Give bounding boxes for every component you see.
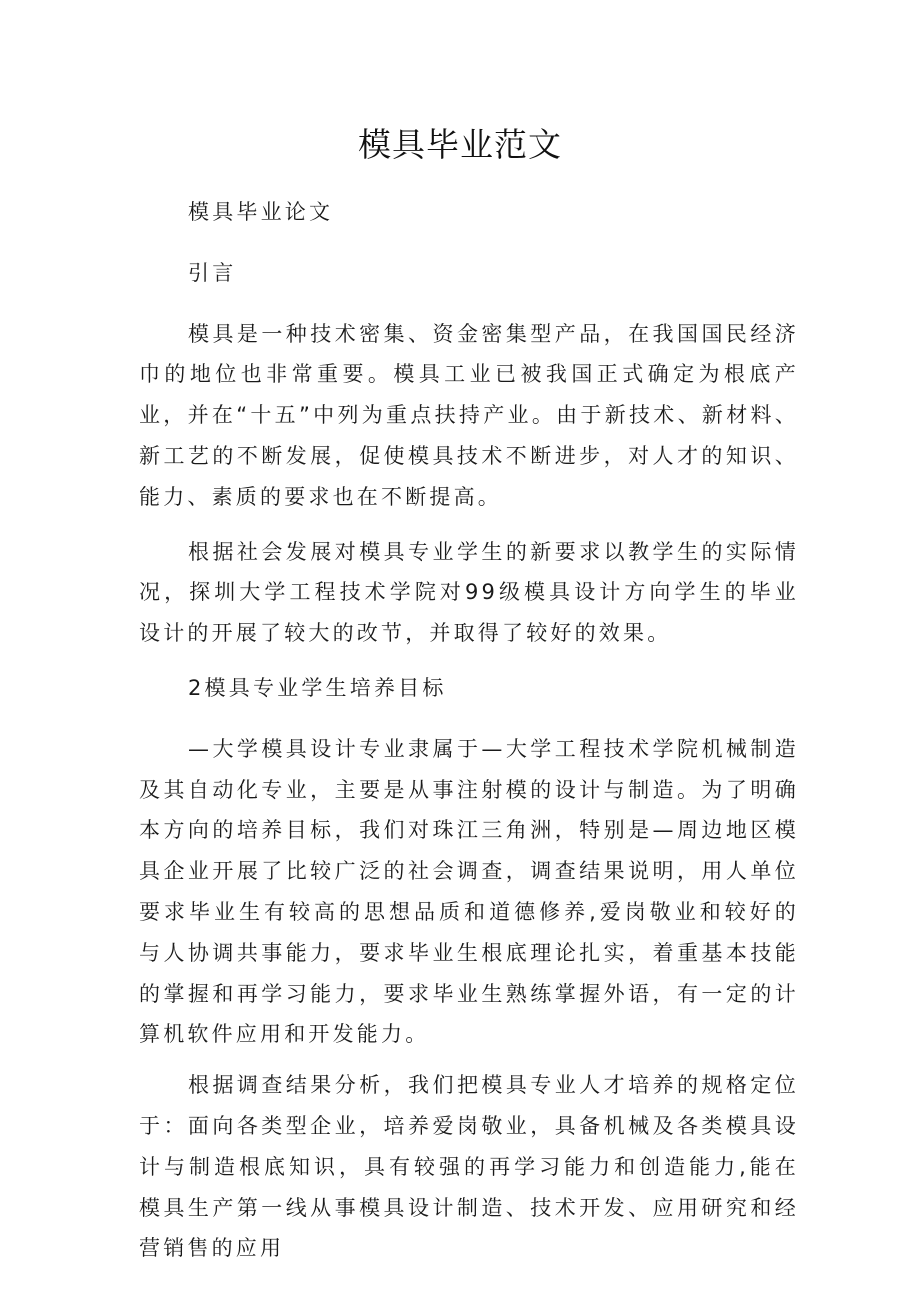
paragraph-subtitle: 模具毕业论文 [188,200,334,224]
document-body [139,192,799,1283]
paragraph: 根据调查结果分析，我们把模具专业人才培养的规格定位于：面向各类型企业，培养爱岗敬业，具备机械及各类模具设计与制造根底知识，具有较强的再学习能力和创造能力,能在模具生产第一线从事模具设计制造、技术开发、应用研究和经营销售的应用 [139,1073,799,1261]
paragraph-introduction-heading: 引言 [188,260,237,285]
section-heading: 2模具专业学生培养目标 [188,675,447,700]
document-title: 模具毕业范文 [358,125,562,164]
paragraph: —大学模具设计专业隶属于—大学工程技术学院机械制造及其自动化专业，主要是从事注射模的设计与制造。为了明确本方向的培养目标，我们对珠江三角洲，特别是—周边地区模具企业开展了比较广泛的社会调查，调查结果说明，用人单位要求毕业生有较高的思想品质和道德修养,爱岗敬业和较好的与人协调共事能力，要求毕业生根底理论扎实，着重基本技能的掌握和再学习能力，要求毕业生熟练掌握外语，有一定的计算机软件应用和开发能力。 [139,736,799,1047]
paragraph: 模具是一种技术密集、资金密集型产品，在我国国民经济巾的地位也非常重要。模具工业已被我国正式确定为根底产业，并在“十五”中列为重点扶持产业。由于新技术、新材料、新工艺的不断发展，促使模具技术不断进步，对人才的知识、能力、素质的要求也在不断提高。 [139,321,799,509]
paragraph: 根据社会发展对模具专业学生的新要求以教学生的实际情况，探圳大学工程技术学院对99级模具设计方向学生的毕业设计的开展了较大的改节，并取得了较好的效果。 [139,539,799,646]
